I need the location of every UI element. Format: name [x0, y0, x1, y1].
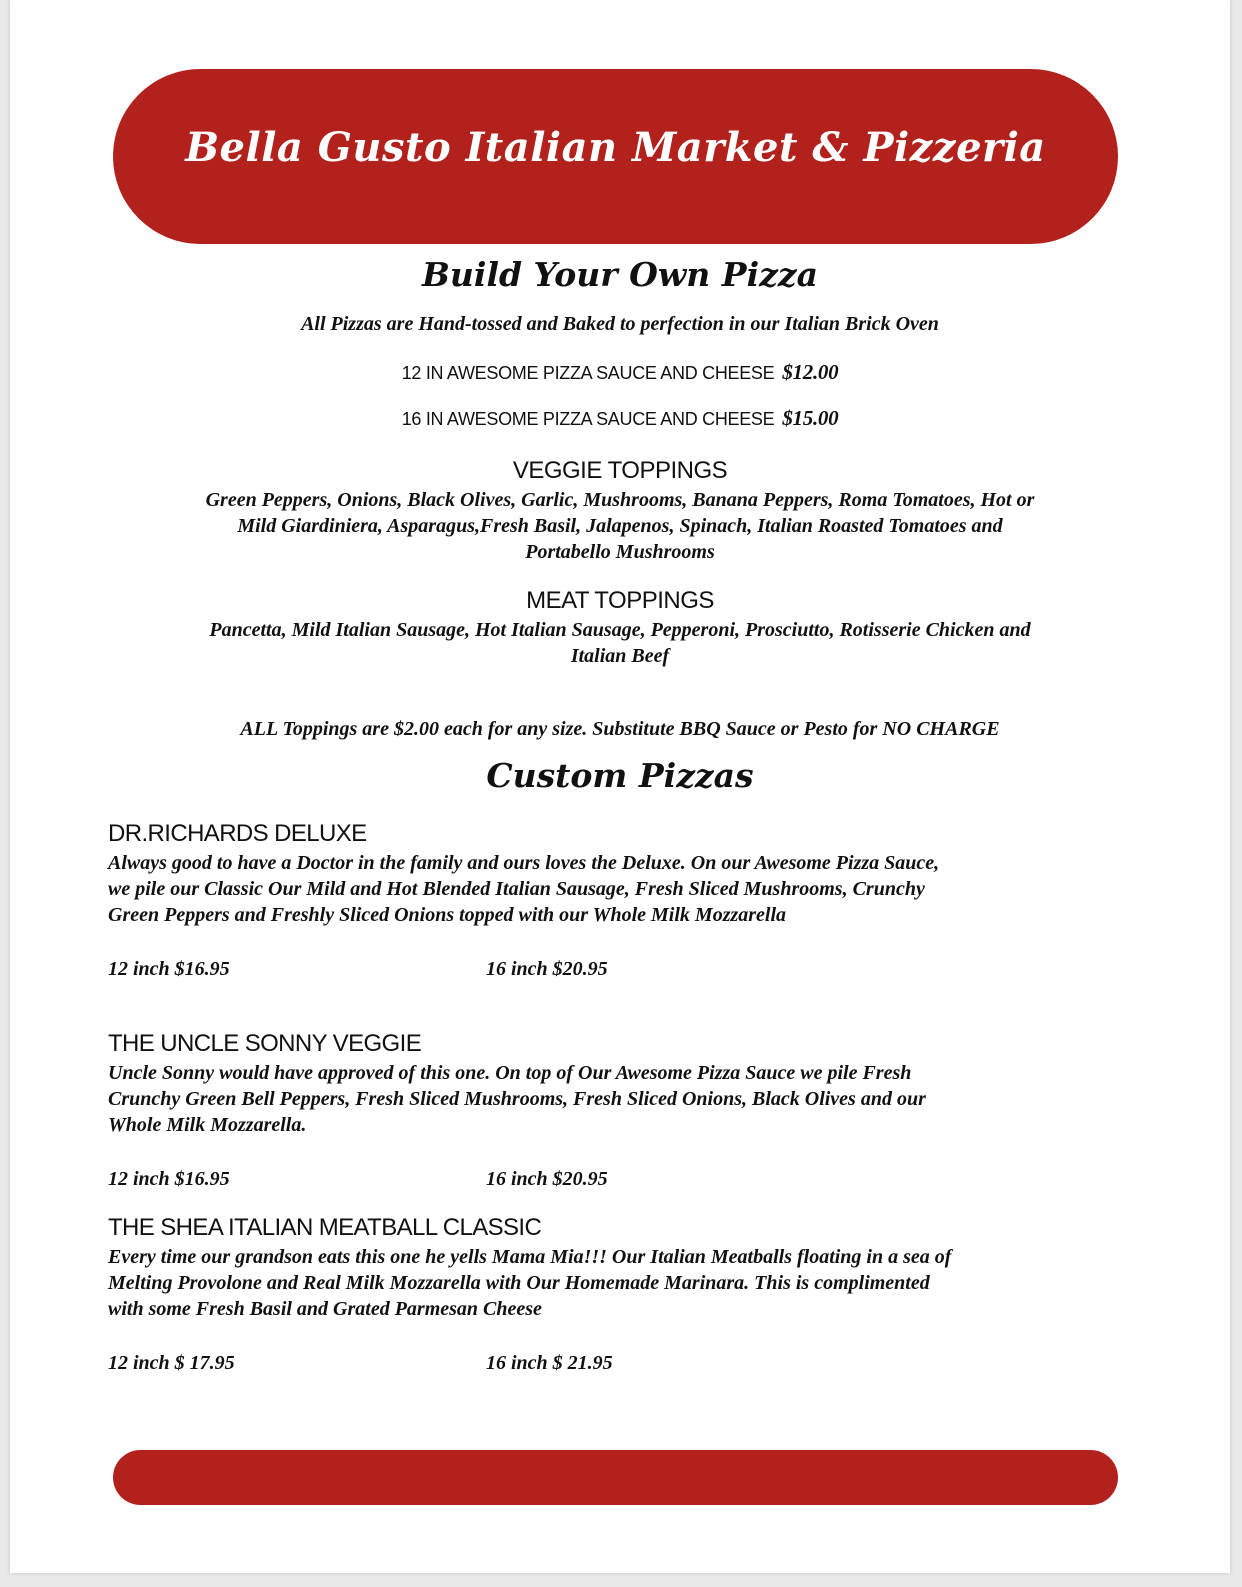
- pizza-item-uncle-sonny: [108, 1030, 1128, 1138]
- header-banner: [113, 69, 1118, 244]
- price-16: 16 inch $20.95: [486, 958, 608, 980]
- desc-line: Melting Provolone and Real Milk Mozzarella with Our Homemade Marinara. This is complimented: [108, 1272, 930, 1294]
- meat-toppings-list: [10, 617, 1230, 669]
- size-12-label: 12 IN AWESOME PIZZA SAUCE AND CHEESE: [401, 363, 775, 383]
- pizza-item-dr-richards: [108, 820, 1128, 928]
- price-16: 16 inch $20.95: [486, 1168, 608, 1190]
- custom-pizzas-heading: Custom Pizzas: [486, 756, 754, 795]
- desc-line: we pile our Classic Our Mild and Hot Blended Italian Sausage, Fresh Sliced Mushrooms, Crunchy: [108, 878, 925, 900]
- price-12: 12 inch $ 17.95: [108, 1352, 235, 1374]
- size-12-line: [10, 360, 1230, 385]
- item-name: THE UNCLE SONNY VEGGIE: [108, 1030, 422, 1057]
- desc-line: Whole Milk Mozzarella.: [108, 1114, 307, 1136]
- desc-line: Every time our grandson eats this one he yells Mama Mia!!! Our Italian Meatballs floating in a sea of: [108, 1246, 952, 1268]
- topping-note: ALL Toppings are $2.00 each for any size. Substitute BBQ Sauce or Pesto for NO CHARGE: [240, 718, 1000, 740]
- size-16-label: 16 IN AWESOME PIZZA SAUCE AND CHEESE: [401, 409, 775, 429]
- price-16: 16 inch $ 21.95: [486, 1352, 613, 1374]
- price-12: 12 inch $16.95: [108, 1168, 230, 1190]
- item-description: [108, 850, 1128, 928]
- veggie-line: Green Peppers, Onions, Black Olives, Garlic, Mushrooms, Banana Peppers, Roma Tomatoes, Hot or: [205, 489, 1035, 511]
- item-name: THE SHEA ITALIAN MEATBALL CLASSIC: [108, 1214, 542, 1241]
- item-name: DR.RICHARDS DELUXE: [108, 820, 367, 847]
- size-16-line: [10, 406, 1230, 431]
- desc-line: with some Fresh Basil and Grated Parmesan Cheese: [108, 1298, 542, 1320]
- desc-line: Uncle Sonny would have approved of this one. On top of Our Awesome Pizza Sauce we pile Fresh: [108, 1062, 912, 1084]
- desc-line: Green Peppers and Freshly Sliced Onions topped with our Whole Milk Mozzarella: [108, 904, 787, 926]
- veggie-line: Mild Giardiniera, Asparagus,Fresh Basil, Jalapenos, Spinach, Italian Roasted Tomatoes and: [237, 515, 1003, 537]
- size-12-price: $12.00: [782, 360, 839, 384]
- item-description: [108, 1060, 1128, 1138]
- tagline: All Pizzas are Hand-tossed and Baked to perfection in our Italian Brick Oven: [301, 313, 939, 335]
- meat-toppings-label: MEAT TOPPINGS: [526, 587, 714, 614]
- desc-line: Always good to have a Doctor in the family and ours loves the Deluxe. On our Awesome Pizza Sauce,: [108, 852, 940, 874]
- desc-line: Crunchy Green Bell Peppers, Fresh Sliced Mushrooms, Fresh Sliced Onions, Black Olives and our: [108, 1088, 926, 1110]
- footer-banner: [113, 1450, 1118, 1505]
- veggie-toppings-list: [10, 487, 1230, 565]
- pizza-item-shea-meatball: [108, 1214, 1128, 1322]
- price-12: 12 inch $16.95: [108, 958, 230, 980]
- build-your-own-heading: Build Your Own Pizza: [422, 255, 818, 294]
- item-description: [108, 1244, 1128, 1322]
- meat-line: Italian Beef: [570, 645, 670, 667]
- size-16-price: $15.00: [782, 406, 839, 430]
- veggie-line: Portabello Mushrooms: [525, 541, 715, 563]
- veggie-toppings-label: VEGGIE TOPPINGS: [512, 457, 728, 484]
- brand-title: Bella Gusto Italian Market & Pizzeria: [185, 124, 1046, 171]
- menu-page: [10, 0, 1230, 1573]
- meat-line: Pancetta, Mild Italian Sausage, Hot Italian Sausage, Pepperoni, Prosciutto, Rotisserie Chicken and: [209, 619, 1031, 641]
